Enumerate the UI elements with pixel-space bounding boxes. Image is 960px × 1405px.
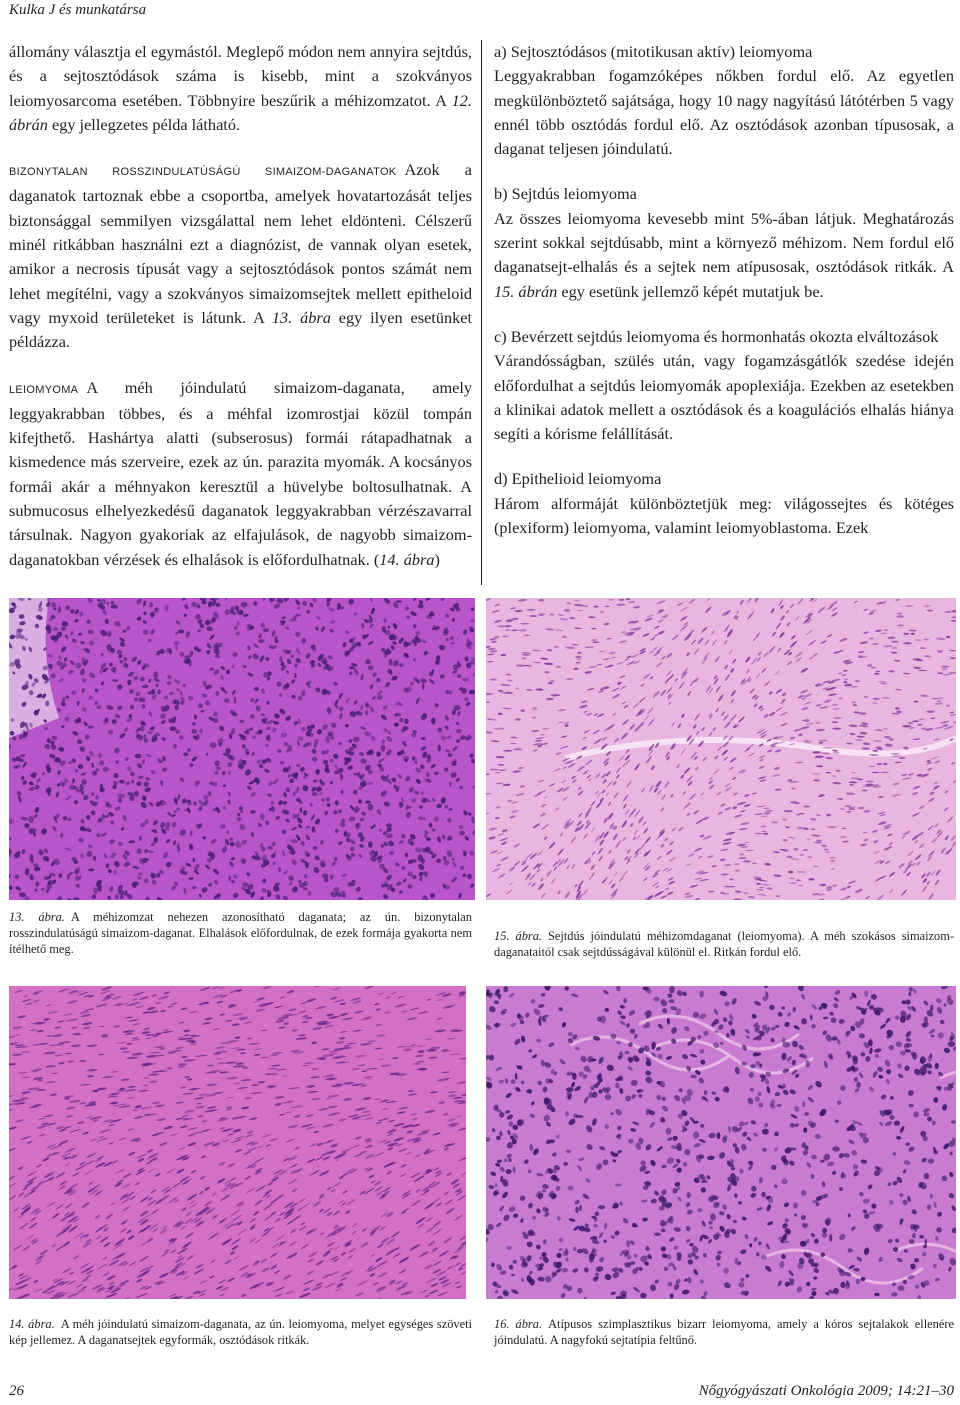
caption-16: 16. ábra. Atípusos szimplasztikus bizarr leiomyoma, amely a kóros sejtalakok ellenére jóindulatú. A nagyfokú sejtatípia feltűnő. bbox=[494, 1317, 954, 1347]
figure-ref-14: 14. ábra bbox=[379, 549, 435, 569]
running-head: Kulka J és munkatársa bbox=[9, 2, 147, 18]
subheading-d: d) Epithelioid leiomyoma bbox=[494, 469, 662, 489]
paragraph-a: Leggyakrabban fogamzóképes nőkben fordul elő. Az egyetlen megkülönböztető sajátsága, hogy 10 nagy nagyítású látótérben 5 vagy ennél több osztódás fordul elő. Az osztódások azonban típusosak, a daganat teljesen jóindulatú. bbox=[494, 66, 954, 159]
caption-16-number: 16. ábra. bbox=[494, 1317, 543, 1331]
figure-ref-13: 13. ábra bbox=[271, 307, 331, 327]
paragraph-uncertain: BIZONYTALAN ROSSZINDULATÚSÁGÚ SIMAIZOM-DAGANATOK Azok a daganatok tartoznak ebbe a csoportba, amelyek hovatartozását teljes biztonsággal semmilyen vizsgálattal nem lehet eldönteni. Célszerű minél ritkábban használni ezt a diagnózist, de vannak olyan esetek, amikor a necrosis típusát vagy a sejtosztódások pontos számát nem lehet megítélni, vagy a szokványos simaizomsejtek mellett epitheloid vagy myxoid területeket is látunk. A 13. ábra egy ilyen esetünket példázza. bbox=[9, 160, 472, 352]
paragraph-d: Három alformáját különböztetjük meg: világossejtes és kötéges (plexiform) leiomyoma, valamint leiomyoblastoma. Ezek bbox=[494, 493, 954, 538]
journal-citation: Nőgyógyászati Onkológia 2009; 14:21–30 bbox=[698, 1383, 954, 1399]
caption-13: 13. ábra. A méhizomzat nehezen azonosítható daganata; az ún. bizonytalan rosszindulatúságú simaizom-daganat. Elhalások előfordulnak, de ezek formája gyakorta nem ítélhető meg. bbox=[9, 910, 473, 956]
subheading-b: b) Sejtdús leiomyoma bbox=[494, 184, 637, 204]
paragraph-intro: állomány választja el egymástól. Meglepő módon nem annyira sejtdús, és a sejtosztódások száma is kisebb, mint a szokványos leiomyosarcoma esetében. Többnyire beszűrik a méhizomzatot. A 12. ábrán egy jellegzetes példa látható. bbox=[9, 42, 472, 134]
caption-14-number: 14. ábra. bbox=[9, 1317, 55, 1331]
left-column bbox=[9, 40, 472, 572]
micrograph-14-icon bbox=[9, 986, 466, 1299]
caption-15-number: 15. ábra. bbox=[494, 929, 543, 943]
caption-13-number: 13. ábra. bbox=[9, 910, 65, 924]
section-heading-uncertain: BIZONYTALAN ROSSZINDULATÚSÁGÚ SIMAIZOM-DAGANATOK bbox=[9, 166, 397, 179]
right-column bbox=[494, 40, 954, 540]
paragraph-b: Az összes leiomyoma kevesebb mint 5%-ában látjuk. Meghatározás szerint sokkal sejtdúsabb, mint a környező méhizom. Nem fordul elő daganatsejt-elhalás és a sejtek nem atípusosak, osztódások ritkák. A 15. ábrán egy esetünk jellemző képét mutatjuk be. bbox=[494, 208, 954, 301]
micrograph-15-icon bbox=[486, 598, 956, 900]
page-number: 26 bbox=[9, 1383, 24, 1399]
subheading-c: c) Bevérzett sejtdús leiomyoma és hormonhatás okozta elváltozások bbox=[494, 326, 939, 346]
section-heading-leiomyoma: LEIOMYOMA bbox=[9, 383, 79, 396]
caption-15: 15. ábra. Sejtdús jóindulatú méhizomdaganat (leiomyoma). A méh szokásos simaizom-daganataitól csak sejtdússágával különül el. Ritkán fordul elő. bbox=[494, 929, 954, 959]
paragraph-c: Várandósságban, szülés után, vagy fogamzásgátlók szedése idején előfordulhat a sejtdús leiomyomák apoplexiája. Ezekben az esetekben a klinikai adatok mellett a osztódások és a koagulációs elhalás hiánya segíti a kórisme felállítását. bbox=[494, 351, 954, 444]
micrograph-16-icon bbox=[486, 986, 956, 1299]
figure-ref-15: 15. ábrán bbox=[494, 281, 558, 301]
figure-ref-12: 12. ábrán bbox=[9, 90, 472, 134]
paragraph-leiomyoma: LEIOMYOMA A méh jóindulatú simaizom-daganata, amely leggyakrabban többes, és a méhfal izomrostjai közül tompán kifejthető. Hashártya alatti (subserosus) formái rátapadhatnak a kismedence más szerveire, ezek az ún. parazita myomák. A kocsányos formái akár a méhnyakon keresztül a hüvelybe boltosulhatnak. A submucosus elhelyezkedésű daganatok leggyakrabban vérzészavarral társulnak. Nagyon gyakoriak az elfajulások, de nagyobb simaizom-daganatokban vérzések és elhalások is előfordulhatnak. (14. ábra) bbox=[9, 377, 472, 569]
subheading-a: a) Sejtosztódásos (mitotikusan aktív) leiomyoma bbox=[494, 42, 813, 61]
caption-14: 14. ábra. A méh jóindulatú simaizom-daganata, az ún. leiomyoma, melyet egységes szöveti kép jellemez. A daganatsejtek egyformák, osztódások ritkák. bbox=[9, 1317, 472, 1347]
column-divider bbox=[481, 40, 482, 585]
micrograph-13-icon bbox=[9, 598, 475, 900]
